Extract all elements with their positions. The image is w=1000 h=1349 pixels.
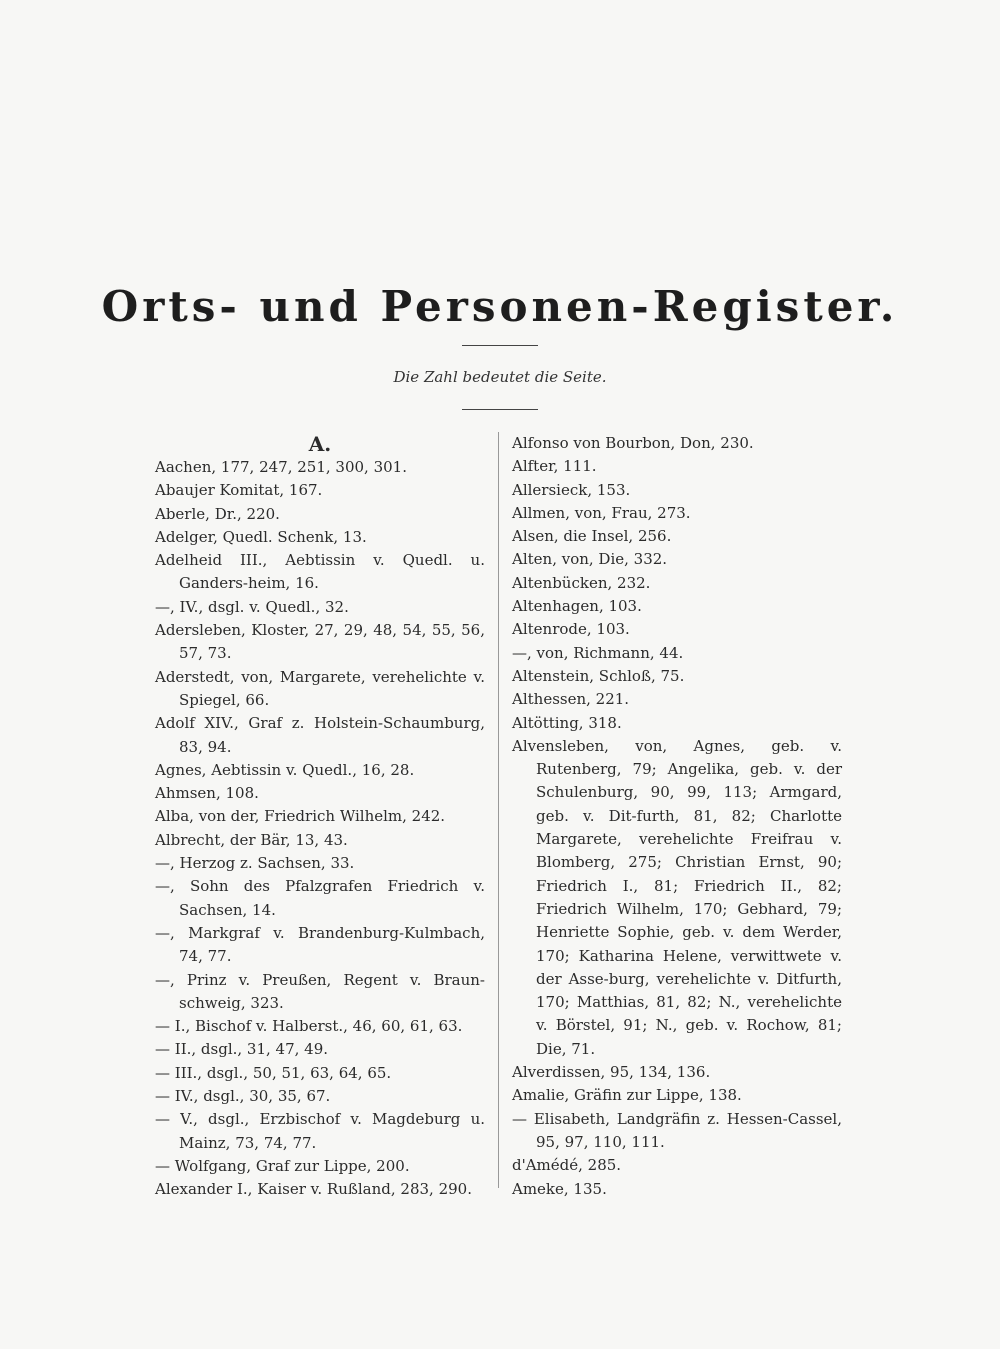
- index-entry: Altenhagen, 103.: [512, 597, 642, 616]
- index-entry: — Elisabeth, Landgräfin z. Hessen-Cassel, 95, 97, 110, 111.: [512, 1109, 842, 1151]
- index-entry: —, IV., dsgl. v. Quedl., 32.: [155, 597, 349, 616]
- letter-heading: A.: [308, 432, 332, 456]
- index-entry: Ameke, 135.: [512, 1179, 607, 1198]
- right-column: [512, 432, 842, 1201]
- index-entry: Altenbücken, 232.: [512, 573, 651, 592]
- index-entry: Aderstedt, von, Margarete, verehelichte v. Spiegel, 66.: [155, 667, 485, 709]
- title-rule-top: [462, 345, 538, 346]
- index-entry: Alten, von, Die, 332.: [512, 550, 668, 569]
- index-entry: Agnes, Aebtissin v. Quedl., 16, 28.: [155, 760, 415, 779]
- index-entry: —, Prinz v. Preußen, Regent v. Braun-schweig, 323.: [155, 970, 485, 1012]
- index-entry: Adersleben, Kloster, 27, 29, 48, 54, 55, 56, 57, 73.: [155, 621, 485, 663]
- index-entry: Altötting, 318.: [512, 713, 622, 732]
- page-title: Orts- und Personen-Register.: [101, 282, 899, 331]
- left-column: [155, 432, 485, 1202]
- index-entry: Adelger, Quedl. Schenk, 13.: [155, 527, 367, 546]
- index-entry: d'Amédé, 285.: [512, 1156, 622, 1175]
- index-entry: Alvensleben, von, Agnes, geb. v. Rutenberg, 79; Angelika, geb. v. der Schulenburg, 90, 99, 113; Armgard, geb. v. Dit-furth, 81, 82; Charlotte Margarete, verehelichte Freifrau v. Blomberg, 275; Christian Ernst, 90; Friedrich I., 81; Friedrich II., 82; Friedrich Wilhelm, 170; Gebhard, 79; Henriette Sophie, geb. v. dem Werder, 170; Katharina Helene, verwittwete v. der Asse-burg, verehelichte v. Ditfurth, 170; Matthias, 81, 82; N., verehelichte v. Börstel, 91; N., geb. v. Rochow, 81; Die, 71.: [512, 736, 842, 1058]
- page-subtitle: Die Zahl bedeutet die Seite.: [393, 368, 607, 386]
- index-entry: Aberle, Dr., 220.: [155, 504, 280, 523]
- index-entry: — IV., dsgl., 30, 35, 67.: [155, 1087, 331, 1106]
- index-entry: Ahmsen, 108.: [155, 784, 259, 803]
- index-entry: Adelheid III., Aebtissin v. Quedl. u. Ganders-heim, 16.: [155, 551, 485, 593]
- index-entry: — Wolfgang, Graf zur Lippe, 200.: [155, 1156, 410, 1175]
- index-entry: —, Sohn des Pfalzgrafen Friedrich v. Sachsen, 14.: [155, 877, 485, 919]
- index-entry: Alverdissen, 95, 134, 136.: [512, 1063, 711, 1082]
- index-entry: Allersieck, 153.: [512, 480, 631, 499]
- index-entry: Althessen, 221.: [512, 690, 630, 709]
- index-entry: Albrecht, der Bär, 13, 43.: [155, 830, 348, 849]
- index-entry: Altenstein, Schloß, 75.: [512, 666, 685, 685]
- index-entry: Alfter, 111.: [512, 457, 597, 476]
- index-entry: —, Markgraf v. Brandenburg-Kulmbach, 74, 77.: [155, 923, 485, 966]
- index-entry: Alsen, die Insel, 256.: [512, 527, 672, 546]
- index-entry: —, von, Richmann, 44.: [512, 643, 684, 662]
- index-entry: Alexander I., Kaiser v. Rußland, 283, 290.: [155, 1180, 472, 1199]
- index-entry: Alba, von der, Friedrich Wilhelm, 242.: [155, 807, 446, 826]
- index-entry: Adolf XIV., Graf z. Holstein-Schaumburg, 83, 94.: [155, 714, 485, 756]
- index-entry: — II., dsgl., 31, 47, 49.: [155, 1040, 329, 1059]
- column-divider: [498, 432, 499, 1188]
- index-entry: — I., Bischof v. Halberst., 46, 60, 61, 63.: [155, 1017, 463, 1036]
- title-rule-bottom: [462, 409, 538, 410]
- index-entry: — III., dsgl., 50, 51, 63, 64, 65.: [155, 1063, 392, 1082]
- index-entry: —, Herzog z. Sachsen, 33.: [155, 854, 355, 873]
- index-entry: Allmen, von, Frau, 273.: [512, 503, 691, 522]
- index-entry: — V., dsgl., Erzbischof v. Magdeburg u. Mainz, 73, 74, 77.: [155, 1110, 485, 1152]
- index-entry: Abaujer Komitat, 167.: [155, 481, 323, 500]
- index-entry: Aachen, 177, 247, 251, 300, 301.: [155, 458, 407, 476]
- index-entry: Altenrode, 103.: [512, 620, 630, 639]
- index-entry: Alfonso von Bourbon, Don, 230.: [512, 434, 754, 452]
- index-entry: Amalie, Gräfin zur Lippe, 138.: [512, 1086, 742, 1105]
